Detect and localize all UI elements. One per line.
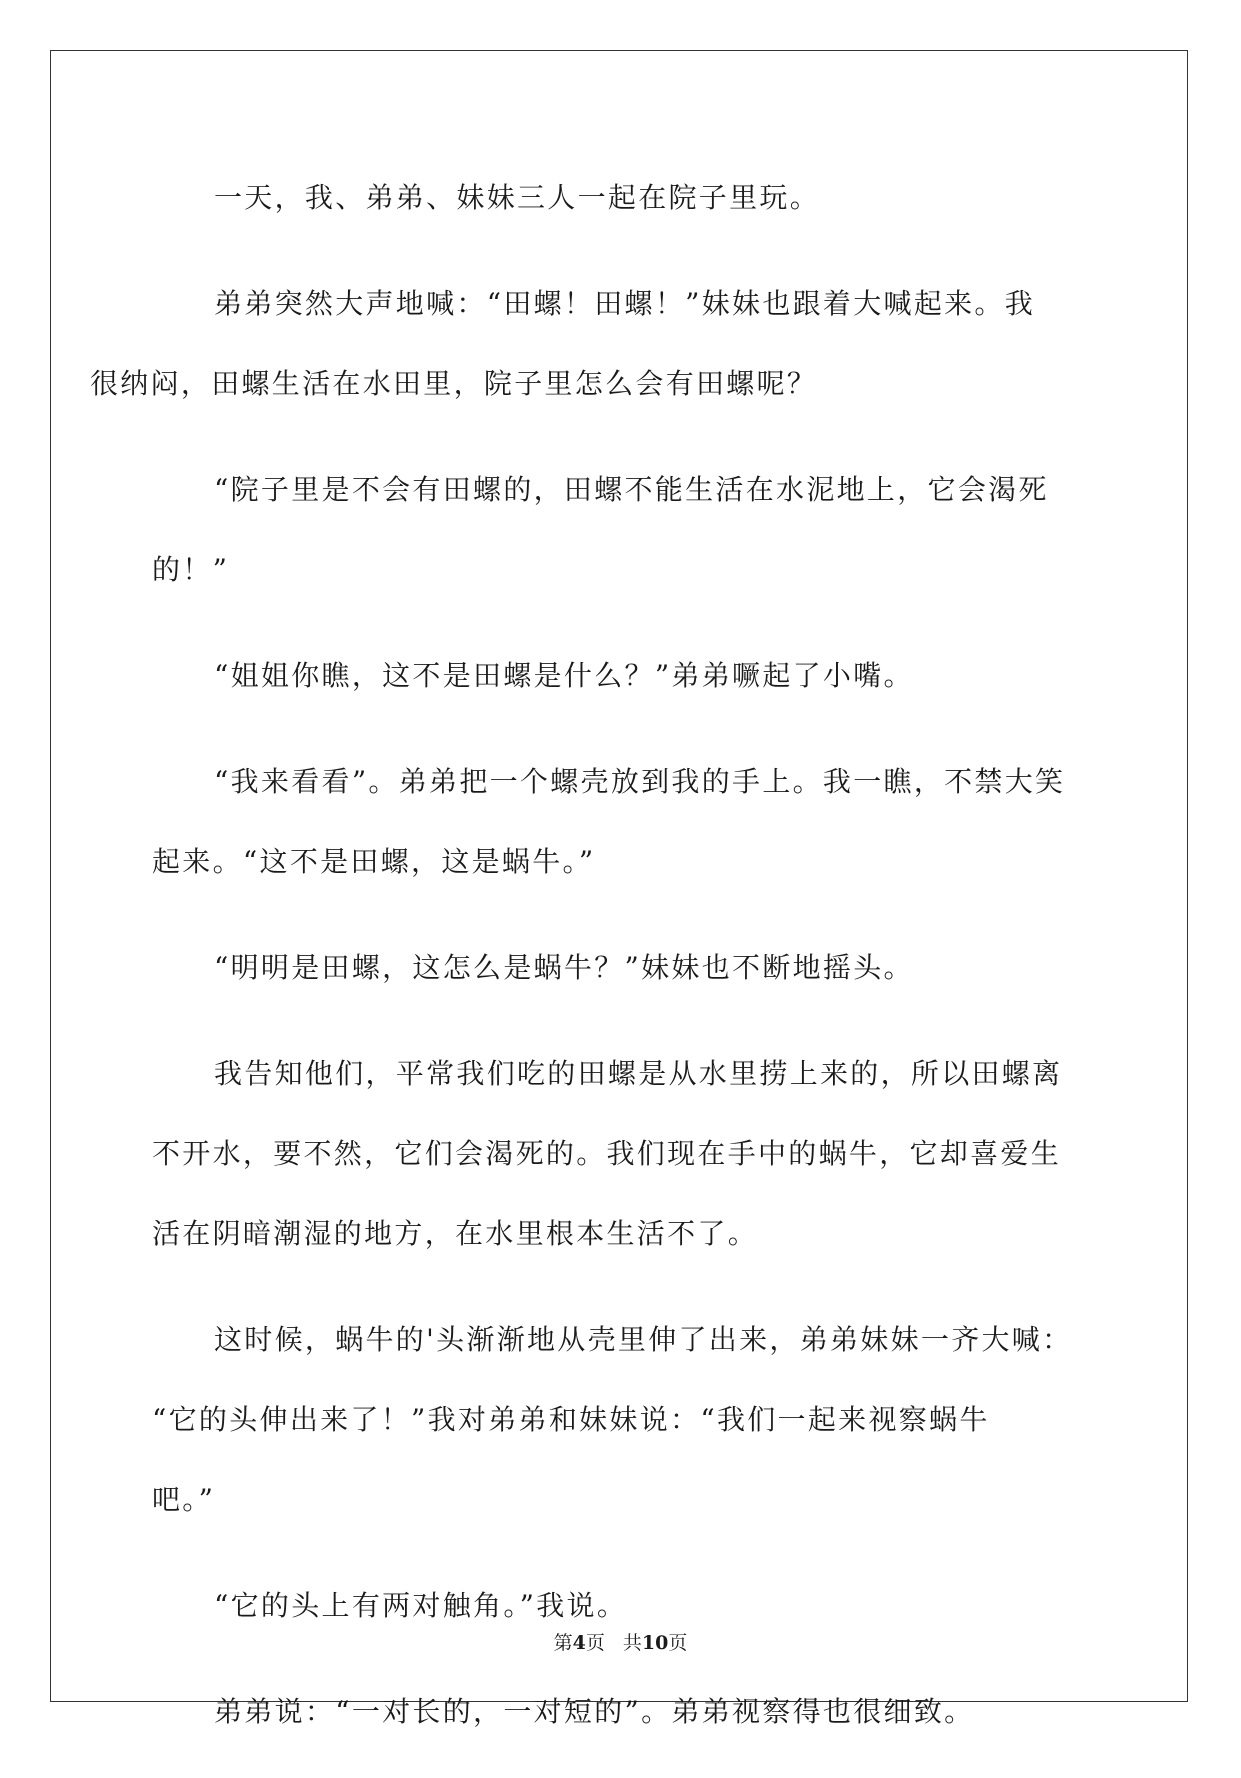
paragraph [152, 636, 1092, 716]
paragraph-line: 起来。“这不是田螺，这是蜗牛。” [152, 845, 596, 878]
paragraph [152, 1034, 1092, 1274]
paragraph-line: 很纳闷，田螺生活在水田里，院子里怎么会有田螺呢？ [90, 367, 818, 400]
paragraph-line: “它的头上有两对触角。”我说。 [214, 1589, 628, 1622]
paragraph-line: 一天，我、弟弟、妹妹三人一起在院子里玩。 [214, 181, 821, 214]
page-footer [0, 1628, 1241, 1655]
paragraph-line: 弟弟突然大声地喊：“田螺！田螺！”妹妹也跟着大喊起来。我 [214, 287, 1036, 320]
total-pages-number: 10 [641, 1632, 669, 1654]
paragraph-line: 这时候，蜗牛的'头渐渐地从壳里伸了出来，弟弟妹妹一齐大喊： [214, 1323, 1073, 1356]
footer-prefix: 第 [553, 1632, 573, 1654]
paragraph [152, 928, 1092, 1008]
paragraph-line: “我来看看”。弟弟把一个螺壳放到我的手上。我一瞧，不禁大笑 [214, 765, 1066, 798]
footer-total-prefix: 共 [622, 1632, 642, 1654]
paragraph-line: 我告知他们，平常我们吃的田螺是从水里捞上来的，所以田螺离 [214, 1057, 1063, 1090]
document-body [90, 158, 1092, 1778]
paragraph-line: “它的头伸出来了！”我对弟弟和妹妹说：“我们一起来视察蜗牛 [152, 1403, 990, 1436]
paragraph-line: 活在阴暗潮湿的地方，在水里根本生活不了。 [152, 1217, 759, 1250]
paragraph [152, 1300, 1092, 1540]
paragraph-line: “明明是田螺，这怎么是蜗牛？”妹妹也不断地摇头。 [214, 951, 914, 984]
paragraph [152, 742, 1092, 902]
paragraph-line: “姐姐你瞧，这不是田螺是什么？”弟弟噘起了小嘴。 [214, 659, 914, 692]
current-page-number: 4 [572, 1632, 586, 1654]
footer-page-word: 页 [585, 1632, 605, 1654]
paragraph-line: “院子里是不会有田螺的，田螺不能生活在水泥地上，它会渴死 [214, 473, 1049, 506]
paragraph [152, 158, 1092, 238]
paragraph-line: 弟弟说：“一对长的，一对短的”。弟弟视察得也很细致。 [214, 1695, 975, 1728]
paragraph-line: 不开水，要不然，它们会渴死的。我们现在手中的蜗牛，它却喜爱生 [152, 1137, 1062, 1170]
footer-total-suffix: 页 [668, 1632, 688, 1654]
paragraph [152, 1672, 1092, 1752]
paragraph-line: 的！” [152, 553, 230, 586]
paragraph-line: 吧。” [152, 1483, 216, 1516]
paragraph [90, 264, 1092, 424]
paragraph [152, 450, 1092, 610]
